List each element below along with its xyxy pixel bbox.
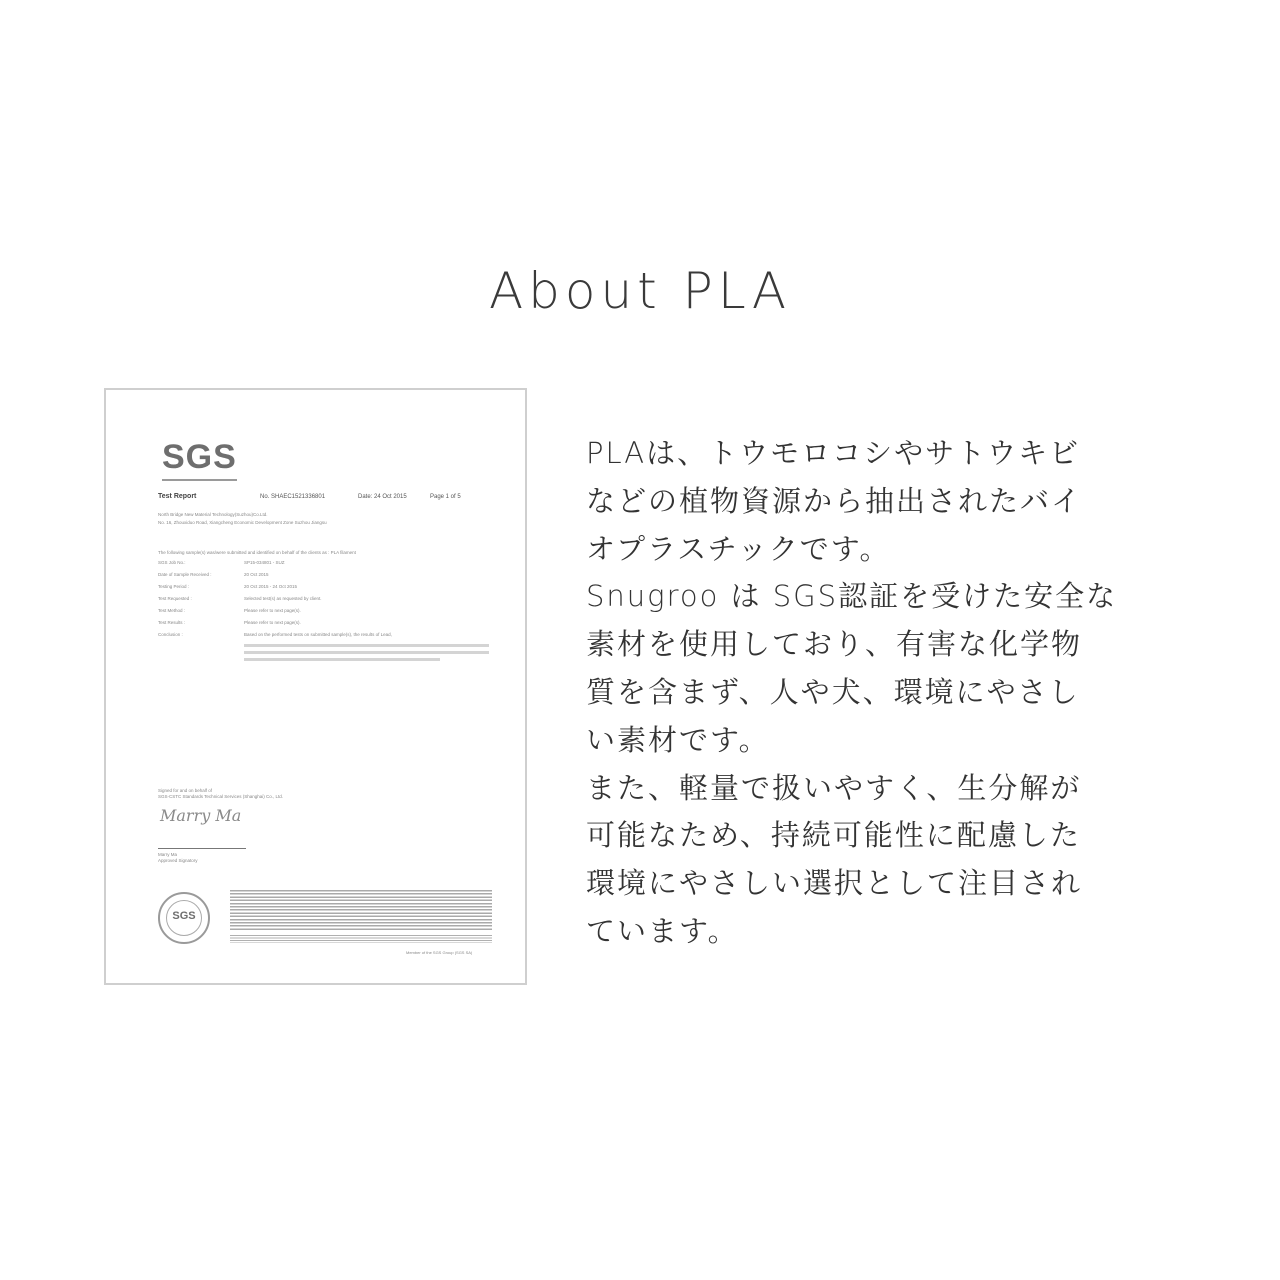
field-row [158,560,458,572]
report-page: Page 1 of 5 [430,494,461,500]
approved-block [158,852,198,864]
report-number: No. SHAEC1521336801 [260,494,326,500]
field-label: Conclusion : [158,632,183,637]
field-value: 20 Oct 2015 [244,572,269,577]
field-label: Testing Period : [158,584,190,589]
field-label: Date of Sample Received : [158,572,212,577]
signer-title: Approved Signatory [158,858,198,863]
field-row [158,572,458,584]
company-line-2: No. 16, Zhouxiduo Road, Xiangcheng Economic Development Zone Suzhou Jiangsu [158,520,327,525]
field-value: Please refer to next page(s). [244,608,301,613]
field-label: Test Results : [158,620,186,625]
field-value: Based on the performed tests on submitted sample(s), the results of Lead, [244,632,392,637]
description-line: Snugroo は SGS認証を受けた安全な [586,579,1118,614]
signed-block [158,788,283,800]
company-line-1: North Bridge New Material Technology(Suzhou)Co.Ltd. [158,512,268,517]
field-value: Selected test(s) as requested by client. [244,596,322,601]
footer-contact-lines [230,935,492,943]
signature-line [158,848,246,849]
field-row [158,608,458,620]
description-line: ています。 [586,913,739,948]
conclusion-text-lines [244,644,489,665]
sgs-certificate-image [104,388,527,985]
field-row [158,596,458,608]
report-date: Date: 24 Oct 2015 [358,494,407,500]
sgs-logo: SGS [162,438,237,481]
field-value: SP15-034801 - SUZ [244,560,285,565]
description-line: 質を含まず、人や犬、環境にやさし [586,674,1080,709]
signer-name: Marry Ma [158,852,177,857]
description-line: オプラスチックです。 [586,531,891,566]
seal-text: SGS [166,900,202,936]
description-line: 素材を使用しており、有害な化学物 [586,627,1083,662]
field-label: Test Requested : [158,596,192,601]
description-text [586,430,1131,956]
field-value: 20 Oct 2015 - 24 Oct 2015 [244,584,298,589]
report-title: Test Report [158,493,197,500]
field-value: Please refer to next page(s). [244,620,301,625]
report-header [158,493,498,500]
description-line: い素材です。 [586,722,770,757]
field-label: SGS Job No.: [158,560,186,565]
description-line: 環境にやさしい選択として注目され [586,866,1083,901]
signed-line-2: SGS-CSTC Standards Technical Services (Shanghai) Co., Ltd. [158,794,283,799]
field-row [158,632,458,644]
field-row [158,620,458,632]
handwritten-signature: Marry Ma [160,806,242,825]
field-row [158,584,458,596]
description-line: PLAは、トウモロコシやサトウキビ [586,436,1081,470]
page-title: About PLA [488,262,792,320]
description-line: などの植物資源から抽出されたバイ [586,483,1083,518]
sgs-seal [158,892,210,944]
description-line: また、軽量で扱いやすく、生分解が [586,770,1082,805]
member-note: Member of the SGS Group (SGS SA) [406,950,473,955]
intro-line: The following sample(s) was/were submitted and identified on behalf of the clients as : PLA filament [158,550,356,555]
field-table [158,560,458,644]
signed-line-1: Signed for and on behalf of [158,788,213,793]
fine-print-block [230,890,492,930]
description-line: 可能なため、持続可能性に配慮した [586,818,1081,853]
field-label: Test Method : [158,608,186,613]
